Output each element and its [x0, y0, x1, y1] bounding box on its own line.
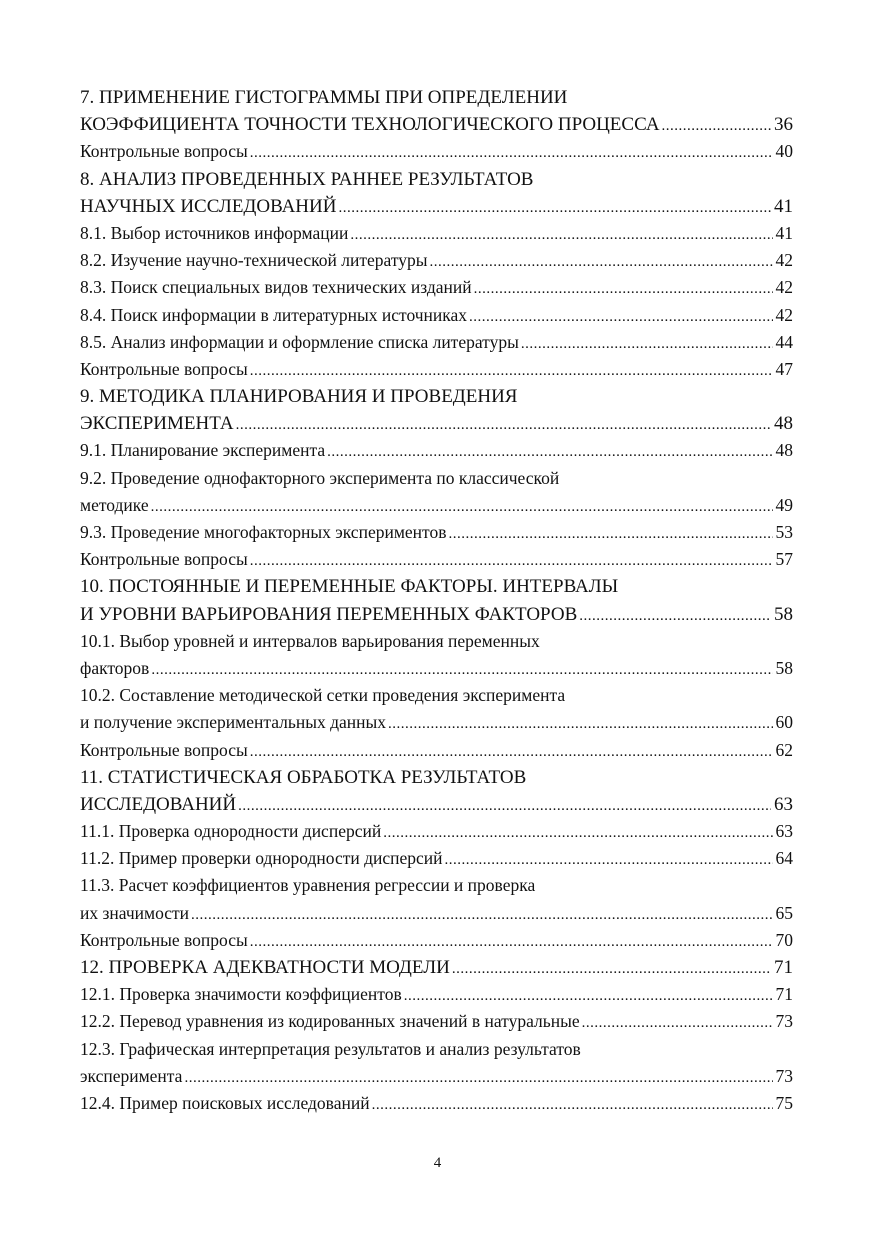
toc-entry-page: 48: [774, 413, 793, 435]
toc-entry: [80, 437, 793, 464]
toc-entry: [80, 302, 793, 329]
toc-entry: [80, 872, 793, 899]
toc-entry-page: 64: [775, 848, 793, 869]
toc-entry-page: 42: [775, 304, 793, 325]
toc-entry: [80, 682, 793, 709]
toc-entry: [80, 1063, 793, 1090]
toc-entry: [80, 465, 793, 492]
toc-entry-page: 65: [775, 902, 793, 923]
toc-entry-page: 42: [775, 277, 793, 298]
toc-entry-page: 58: [775, 657, 793, 678]
toc-entry-page: 73: [775, 1011, 793, 1032]
toc-entry-title: и получение экспериментальных данных: [80, 712, 387, 733]
toc-leader-dots: [250, 929, 773, 956]
toc-entry: [80, 1090, 793, 1117]
toc-entry-title: методике: [80, 494, 149, 515]
toc-entry-page: 42: [775, 250, 793, 271]
toc-entry-page: 63: [774, 793, 793, 815]
toc-entry-page: 41: [774, 195, 793, 217]
toc-entry: [80, 492, 793, 519]
toc-leader-dots: [474, 276, 773, 303]
toc-leader-dots: [662, 113, 771, 140]
toc-entry-page: 48: [775, 440, 793, 461]
toc-leader-dots: [151, 494, 773, 521]
toc-entry: [80, 927, 793, 954]
toc-leader-dots: [191, 902, 772, 929]
toc-entry-page: 44: [775, 331, 793, 352]
toc-entry-page: 57: [775, 549, 793, 570]
toc-entry: [80, 981, 793, 1008]
toc-leader-dots: [372, 1092, 773, 1119]
toc-leader-dots: [579, 603, 771, 630]
toc-leader-dots: [236, 412, 771, 439]
toc-entry-page: 70: [775, 929, 793, 950]
toc-entry-title: 10.2. Составление методической сетки проведения эксперимента: [80, 685, 566, 706]
toc-entry-title: 8.3. Поиск специальных видов технических изданий: [80, 277, 472, 298]
toc-entry: [80, 383, 793, 410]
toc-entry-page: 58: [774, 603, 793, 625]
table-of-contents: [80, 84, 793, 1117]
toc-entry-title: 9.2. Проведение однофакторного эксперимента по классической: [80, 467, 560, 488]
toc-leader-dots: [430, 249, 773, 276]
toc-entry: [80, 410, 793, 437]
toc-entry-title: 7. ПРИМЕНЕНИЕ ГИСТОГРАММЫ ПРИ ОПРЕДЕЛЕНИИ: [80, 87, 568, 108]
toc-leader-dots: [250, 358, 773, 385]
toc-leader-dots: [250, 548, 773, 575]
toc-leader-dots: [582, 1010, 773, 1037]
toc-entry: [80, 628, 793, 655]
toc-entry: [80, 220, 793, 247]
toc-entry: [80, 845, 793, 872]
toc-entry-title: 8.5. Анализ информации и оформление списка литературы: [80, 331, 519, 352]
toc-leader-dots: [250, 140, 773, 167]
toc-entry: [80, 519, 793, 546]
toc-entry-page: 53: [775, 522, 793, 542]
toc-leader-dots: [388, 711, 772, 738]
toc-entry: [80, 601, 793, 628]
toc-entry-page: 40: [775, 141, 793, 162]
toc-entry-page: 73: [775, 1065, 793, 1086]
toc-entry-title: 11.3. Расчет коэффициентов уравнения регрессии и проверка: [80, 875, 536, 896]
toc-entry-title: 8.2. Изучение научно-технической литературы: [80, 250, 428, 271]
toc-entry-title: Контрольные вопросы: [80, 358, 248, 379]
toc-leader-dots: [184, 1065, 772, 1092]
toc-entry: [80, 573, 793, 600]
toc-entry-title: Контрольные вопросы: [80, 739, 248, 760]
toc-entry: [80, 791, 793, 818]
page-number: 4: [433, 1155, 442, 1171]
toc-entry-title: 11.1. Проверка однородности дисперсий: [80, 821, 382, 842]
toc-entry-title: их значимости: [80, 902, 190, 923]
toc-entry-title: 10.1. Выбор уровней и интервалов варьирования переменных: [80, 630, 540, 651]
toc-leader-dots: [383, 820, 772, 847]
toc-entry-title: КОЭФФИЦИЕНТА ТОЧНОСТИ ТЕХНОЛОГИЧЕСКОГО ПРОЦЕССА: [80, 114, 660, 136]
toc-entry: [80, 655, 793, 682]
toc-entry-title: 9. МЕТОДИКА ПЛАНИРОВАНИЯ И ПРОВЕДЕНИЯ: [80, 386, 518, 408]
toc-entry-title: 12.3. Графическая интерпретация результатов и анализ результатов: [80, 1038, 581, 1059]
toc-entry-title: 10. ПОСТОЯННЫЕ И ПЕРЕМЕННЫЕ ФАКТОРЫ. ИНТЕРВАЛЫ: [80, 576, 619, 598]
toc-entry: [80, 1036, 793, 1063]
toc-entry-page: 75: [775, 1092, 793, 1113]
toc-entry: [80, 329, 793, 356]
toc-leader-dots: [445, 847, 773, 874]
toc-leader-dots: [469, 304, 772, 331]
toc-entry-title: 8.4. Поиск информации в литературных источниках: [80, 304, 468, 325]
toc-leader-dots: [327, 439, 772, 466]
toc-entry-title: И УРОВНИ ВАРЬИРОВАНИЯ ПЕРЕМЕННЫХ ФАКТОРОВ: [80, 603, 578, 625]
toc-entry-title: Контрольные вопросы: [80, 141, 248, 162]
toc-entry-title: 8.1. Выбор источников информации: [80, 222, 349, 243]
toc-leader-dots: [448, 521, 772, 548]
toc-entry: [80, 737, 793, 764]
toc-entry: [80, 546, 793, 573]
toc-leader-dots: [404, 983, 773, 1010]
toc-entry: [80, 818, 793, 845]
toc-entry: [80, 138, 793, 165]
toc-entry: [80, 1008, 793, 1035]
toc-entry: [80, 166, 793, 193]
toc-entry-title: ИССЛЕДОВАНИЙ: [80, 793, 237, 815]
toc-entry-page: 36: [774, 114, 793, 136]
toc-entry-title: НАУЧНЫХ ИССЛЕДОВАНИЙ: [80, 195, 337, 217]
toc-entry-title: эксперимента: [80, 1065, 183, 1086]
toc-entry-page: 47: [775, 358, 793, 379]
toc-entry-title: факторов: [80, 657, 150, 678]
toc-entry-title: 12.1. Проверка значимости коэффициентов: [80, 984, 402, 1005]
toc-entry-title: Контрольные вопросы: [80, 929, 248, 950]
toc-leader-dots: [238, 793, 771, 820]
toc-entry-page: 71: [774, 957, 793, 978]
toc-entry-title: 9.3. Проведение многофакторных экспериментов: [80, 522, 447, 542]
toc-entry-page: 49: [775, 494, 793, 515]
toc-entry-title: 11. СТАТИСТИЧЕСКАЯ ОБРАБОТКА РЕЗУЛЬТАТОВ: [80, 766, 527, 788]
toc-leader-dots: [151, 657, 772, 684]
toc-entry: [80, 84, 793, 111]
toc-leader-dots: [452, 956, 771, 983]
toc-entry-title: ЭКСПЕРИМЕНТА: [80, 413, 234, 435]
toc-entry-title: 9.1. Планирование эксперимента: [80, 440, 326, 461]
toc-entry-page: 71: [775, 984, 793, 1005]
toc-entry: [80, 247, 793, 274]
toc-entry-page: 60: [775, 712, 793, 733]
toc-entry: [80, 764, 793, 791]
toc-entry: [80, 111, 793, 138]
toc-entry-title: 8. АНАЛИЗ ПРОВЕДЕННЫХ РАННЕЕ РЕЗУЛЬТАТОВ: [80, 168, 534, 190]
toc-entry: [80, 954, 793, 981]
toc-entry-page: 62: [775, 739, 793, 760]
toc-leader-dots: [250, 739, 773, 766]
toc-entry-title: 12. ПРОВЕРКА АДЕКВАТНОСТИ МОДЕЛИ: [80, 957, 450, 978]
toc-entry: [80, 274, 793, 301]
toc-entry-title: 12.4. Пример поисковых исследований: [80, 1092, 370, 1113]
toc-entry: [80, 193, 793, 220]
toc-entry-title: 11.2. Пример проверки однородности дисперсий: [80, 848, 443, 869]
toc-entry-page: 41: [775, 222, 793, 243]
toc-entry-title: 12.2. Перевод уравнения из кодированных значений в натуральные: [80, 1011, 580, 1032]
toc-leader-dots: [521, 331, 773, 358]
toc-leader-dots: [350, 222, 772, 249]
toc-entry: [80, 709, 793, 736]
toc-entry-title: Контрольные вопросы: [80, 549, 248, 570]
toc-leader-dots: [338, 195, 771, 222]
toc-entry-page: 63: [775, 821, 793, 842]
toc-entry: [80, 900, 793, 927]
toc-entry: [80, 356, 793, 383]
